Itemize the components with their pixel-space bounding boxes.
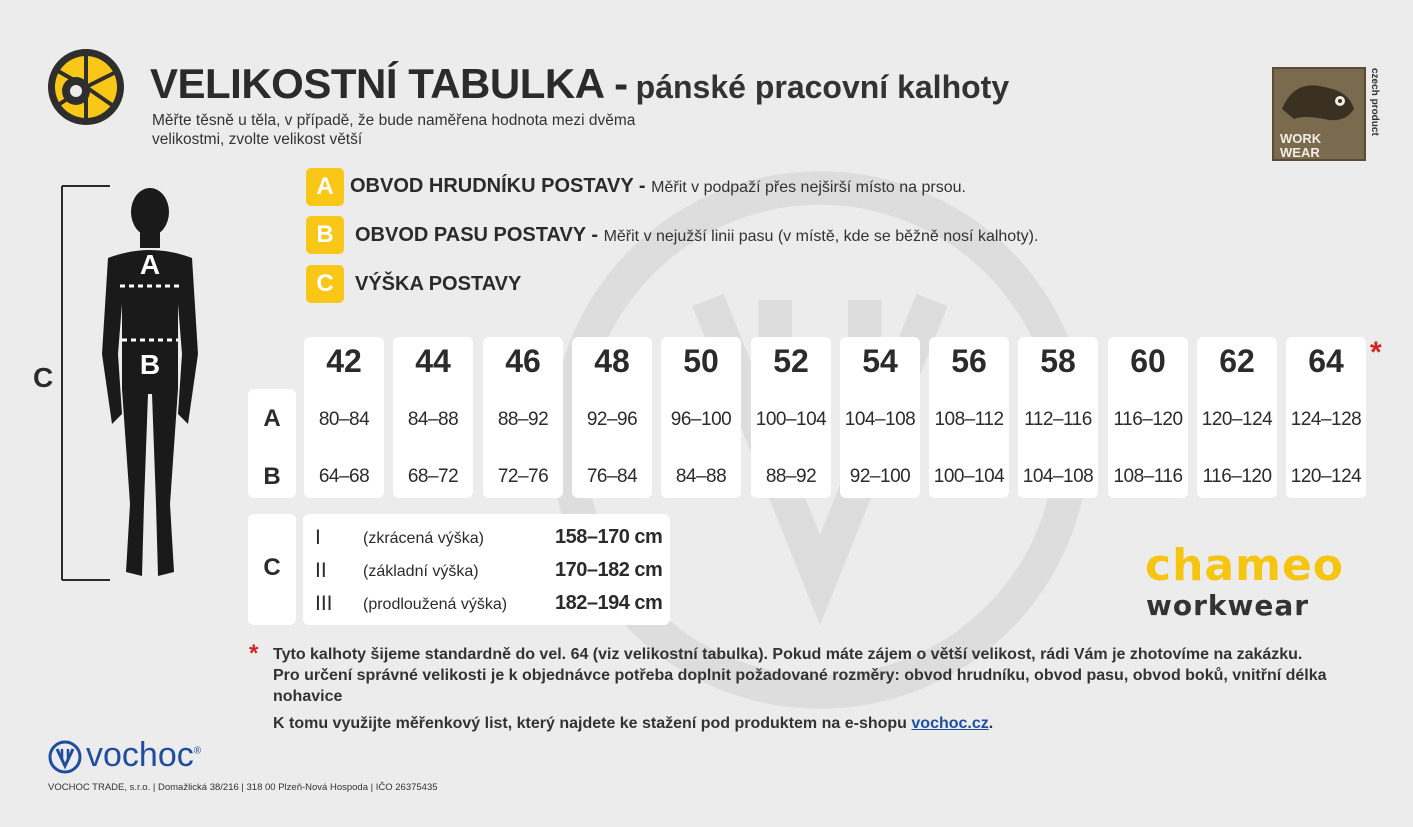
size-header: 46 <box>505 343 541 379</box>
chest-range: 108–112 <box>934 409 1004 430</box>
chest-range: 84–88 <box>407 409 459 430</box>
size-column <box>483 337 563 498</box>
size-column <box>572 337 652 498</box>
size-header: 64 <box>1308 343 1344 379</box>
size-header: 50 <box>683 343 719 379</box>
vochoc-wordmark: vochoc <box>86 736 194 774</box>
brand-logo-text: WORK WEAR <box>1280 131 1322 160</box>
size-header: 52 <box>773 343 809 379</box>
waist-range: 68–72 <box>407 466 459 487</box>
size-column <box>1197 337 1277 498</box>
height-desc-3: (prodloužená výška) <box>363 596 508 613</box>
size-header: 60 <box>1130 343 1166 379</box>
figure-label-c: C <box>33 362 54 393</box>
waist-range: 88–92 <box>765 466 817 487</box>
waist-range: 92–100 <box>849 466 911 487</box>
size-asterisk: * <box>1370 336 1382 369</box>
note-paragraph-3 <box>273 713 1373 734</box>
size-header: 42 <box>326 343 362 379</box>
height-roman-2: II <box>315 559 327 582</box>
chest-range: 116–120 <box>1113 409 1183 430</box>
chest-range: 112–116 <box>1024 409 1092 430</box>
page-title <box>150 60 1009 108</box>
body-silhouette <box>60 184 220 584</box>
waist-range: 120–124 <box>1290 466 1362 487</box>
footnote <box>273 644 1373 734</box>
legend-letter-a: A <box>306 168 344 206</box>
waist-range: 76–84 <box>586 466 638 487</box>
height-roman-3: III <box>315 592 333 615</box>
legend-desc-b: Měřit v nejužší linii pasu (v místě, kde se běžně nosí kalhoty). <box>603 228 1039 245</box>
intro-text: Měřte těsně u těla, v případě, že bude naměřena hodnota mezi dvěma velikostmi, zvolte velikost větší <box>152 112 636 148</box>
size-column <box>929 337 1009 498</box>
waist-range: 72–76 <box>497 466 549 487</box>
size-column <box>393 337 473 498</box>
height-value-1: 158–170 cm <box>555 526 663 548</box>
height-value-2: 170–182 cm <box>555 559 663 581</box>
legend-title-c: VÝŠKA POSTAVY <box>355 273 522 295</box>
height-label: C <box>263 554 281 581</box>
note-p3-prefix: K tomu využijte měřenkový list, který najdete ke stažení pod produktem na e-shopu <box>273 715 907 732</box>
size-header: 56 <box>951 343 987 379</box>
size-column <box>304 337 384 498</box>
wheel-logo-icon <box>46 47 126 127</box>
height-desc-2: (základní výška) <box>363 563 479 580</box>
title-subtitle: pánské pracovní kalhoty <box>635 69 1010 105</box>
waist-range: 108–116 <box>1113 466 1183 487</box>
title-main: VELIKOSTNÍ TABULKA - <box>150 60 628 107</box>
note-paragraph-1: Tyto kalhoty šijeme standardně do vel. 64 (viz velikostní tabulka). Pokud máte zájem o větší velikost, rádi Vám je zhotovíme na zakázku. <box>273 646 1303 663</box>
height-table <box>303 514 670 625</box>
row-labels-cell <box>248 389 296 498</box>
size-header: 48 <box>594 343 630 379</box>
size-column <box>1018 337 1098 498</box>
height-roman-1: I <box>315 526 321 549</box>
figure-label-a: A <box>139 249 161 280</box>
legend-item-b <box>355 224 1038 247</box>
waist-range: 116–120 <box>1202 466 1272 487</box>
vochoc-logo <box>86 736 201 775</box>
size-column <box>1108 337 1188 498</box>
size-column <box>751 337 831 498</box>
note-paragraph-2: Pro určení správné velikosti je k objednávce potřeba doplnit požadované rozměry: obvod hrudníku, obvod pasu, obvod boků, vnitřní délka nohavice <box>273 667 1327 705</box>
chest-range: 92–96 <box>586 409 638 430</box>
height-desc-1: (zkrácená výška) <box>363 530 484 547</box>
waist-range: 100–104 <box>933 466 1005 487</box>
chest-range: 80–84 <box>318 409 370 430</box>
chest-range: 104–108 <box>844 409 916 430</box>
waist-range: 84–88 <box>675 466 727 487</box>
chest-range: 88–92 <box>497 409 549 430</box>
waist-range: 64–68 <box>318 466 370 487</box>
size-column <box>661 337 741 498</box>
workwear-logo: workwear <box>1146 589 1310 622</box>
note-p3-suffix: . <box>988 715 994 732</box>
legend-letter-b: B <box>306 216 344 254</box>
chest-range: 120–124 <box>1201 409 1273 430</box>
registered-mark: ® <box>193 745 202 757</box>
footer-address: VOCHOC TRADE, s.r.o. | Domažlická 38/216 | 318 00 Plzeň-Nová Hospoda | IČO 26375435 <box>48 782 438 793</box>
legend-item-c <box>355 273 521 296</box>
size-column <box>840 337 920 498</box>
legend-desc-a: Měřit v podpaží přes nejširší místo na prsou. <box>651 179 966 196</box>
height-value-3: 182–194 cm <box>555 592 663 614</box>
size-header: 54 <box>862 343 898 379</box>
legend-title-a: OBVOD HRUDNÍKU POSTAVY - <box>350 175 646 197</box>
legend-item-a <box>350 175 966 198</box>
legend-letter-c: C <box>306 265 344 303</box>
size-header: 58 <box>1040 343 1076 379</box>
note-asterisk: * <box>249 640 259 667</box>
chameleon-icon <box>1274 69 1364 129</box>
row-label-b: B <box>263 463 281 490</box>
chameleon-brand-logo <box>1272 67 1366 161</box>
chest-range: 124–128 <box>1290 409 1362 430</box>
height-label-cell <box>248 514 296 625</box>
eshop-link[interactable]: vochoc.cz <box>911 715 989 732</box>
row-label-a: A <box>263 405 281 432</box>
size-header: 44 <box>415 343 451 379</box>
chest-range: 96–100 <box>670 409 732 430</box>
size-column <box>1286 337 1366 498</box>
figure-label-b: B <box>139 349 161 380</box>
legend-title-b: OBVOD PASU POSTAVY - <box>355 224 598 246</box>
waist-range: 104–108 <box>1022 466 1094 487</box>
czech-product-label: czech product <box>1369 68 1380 136</box>
chameo-logo: chameo <box>1145 540 1345 591</box>
chest-range: 100–104 <box>755 409 827 430</box>
vochoc-logo-icon <box>48 740 82 774</box>
size-header: 62 <box>1219 343 1255 379</box>
